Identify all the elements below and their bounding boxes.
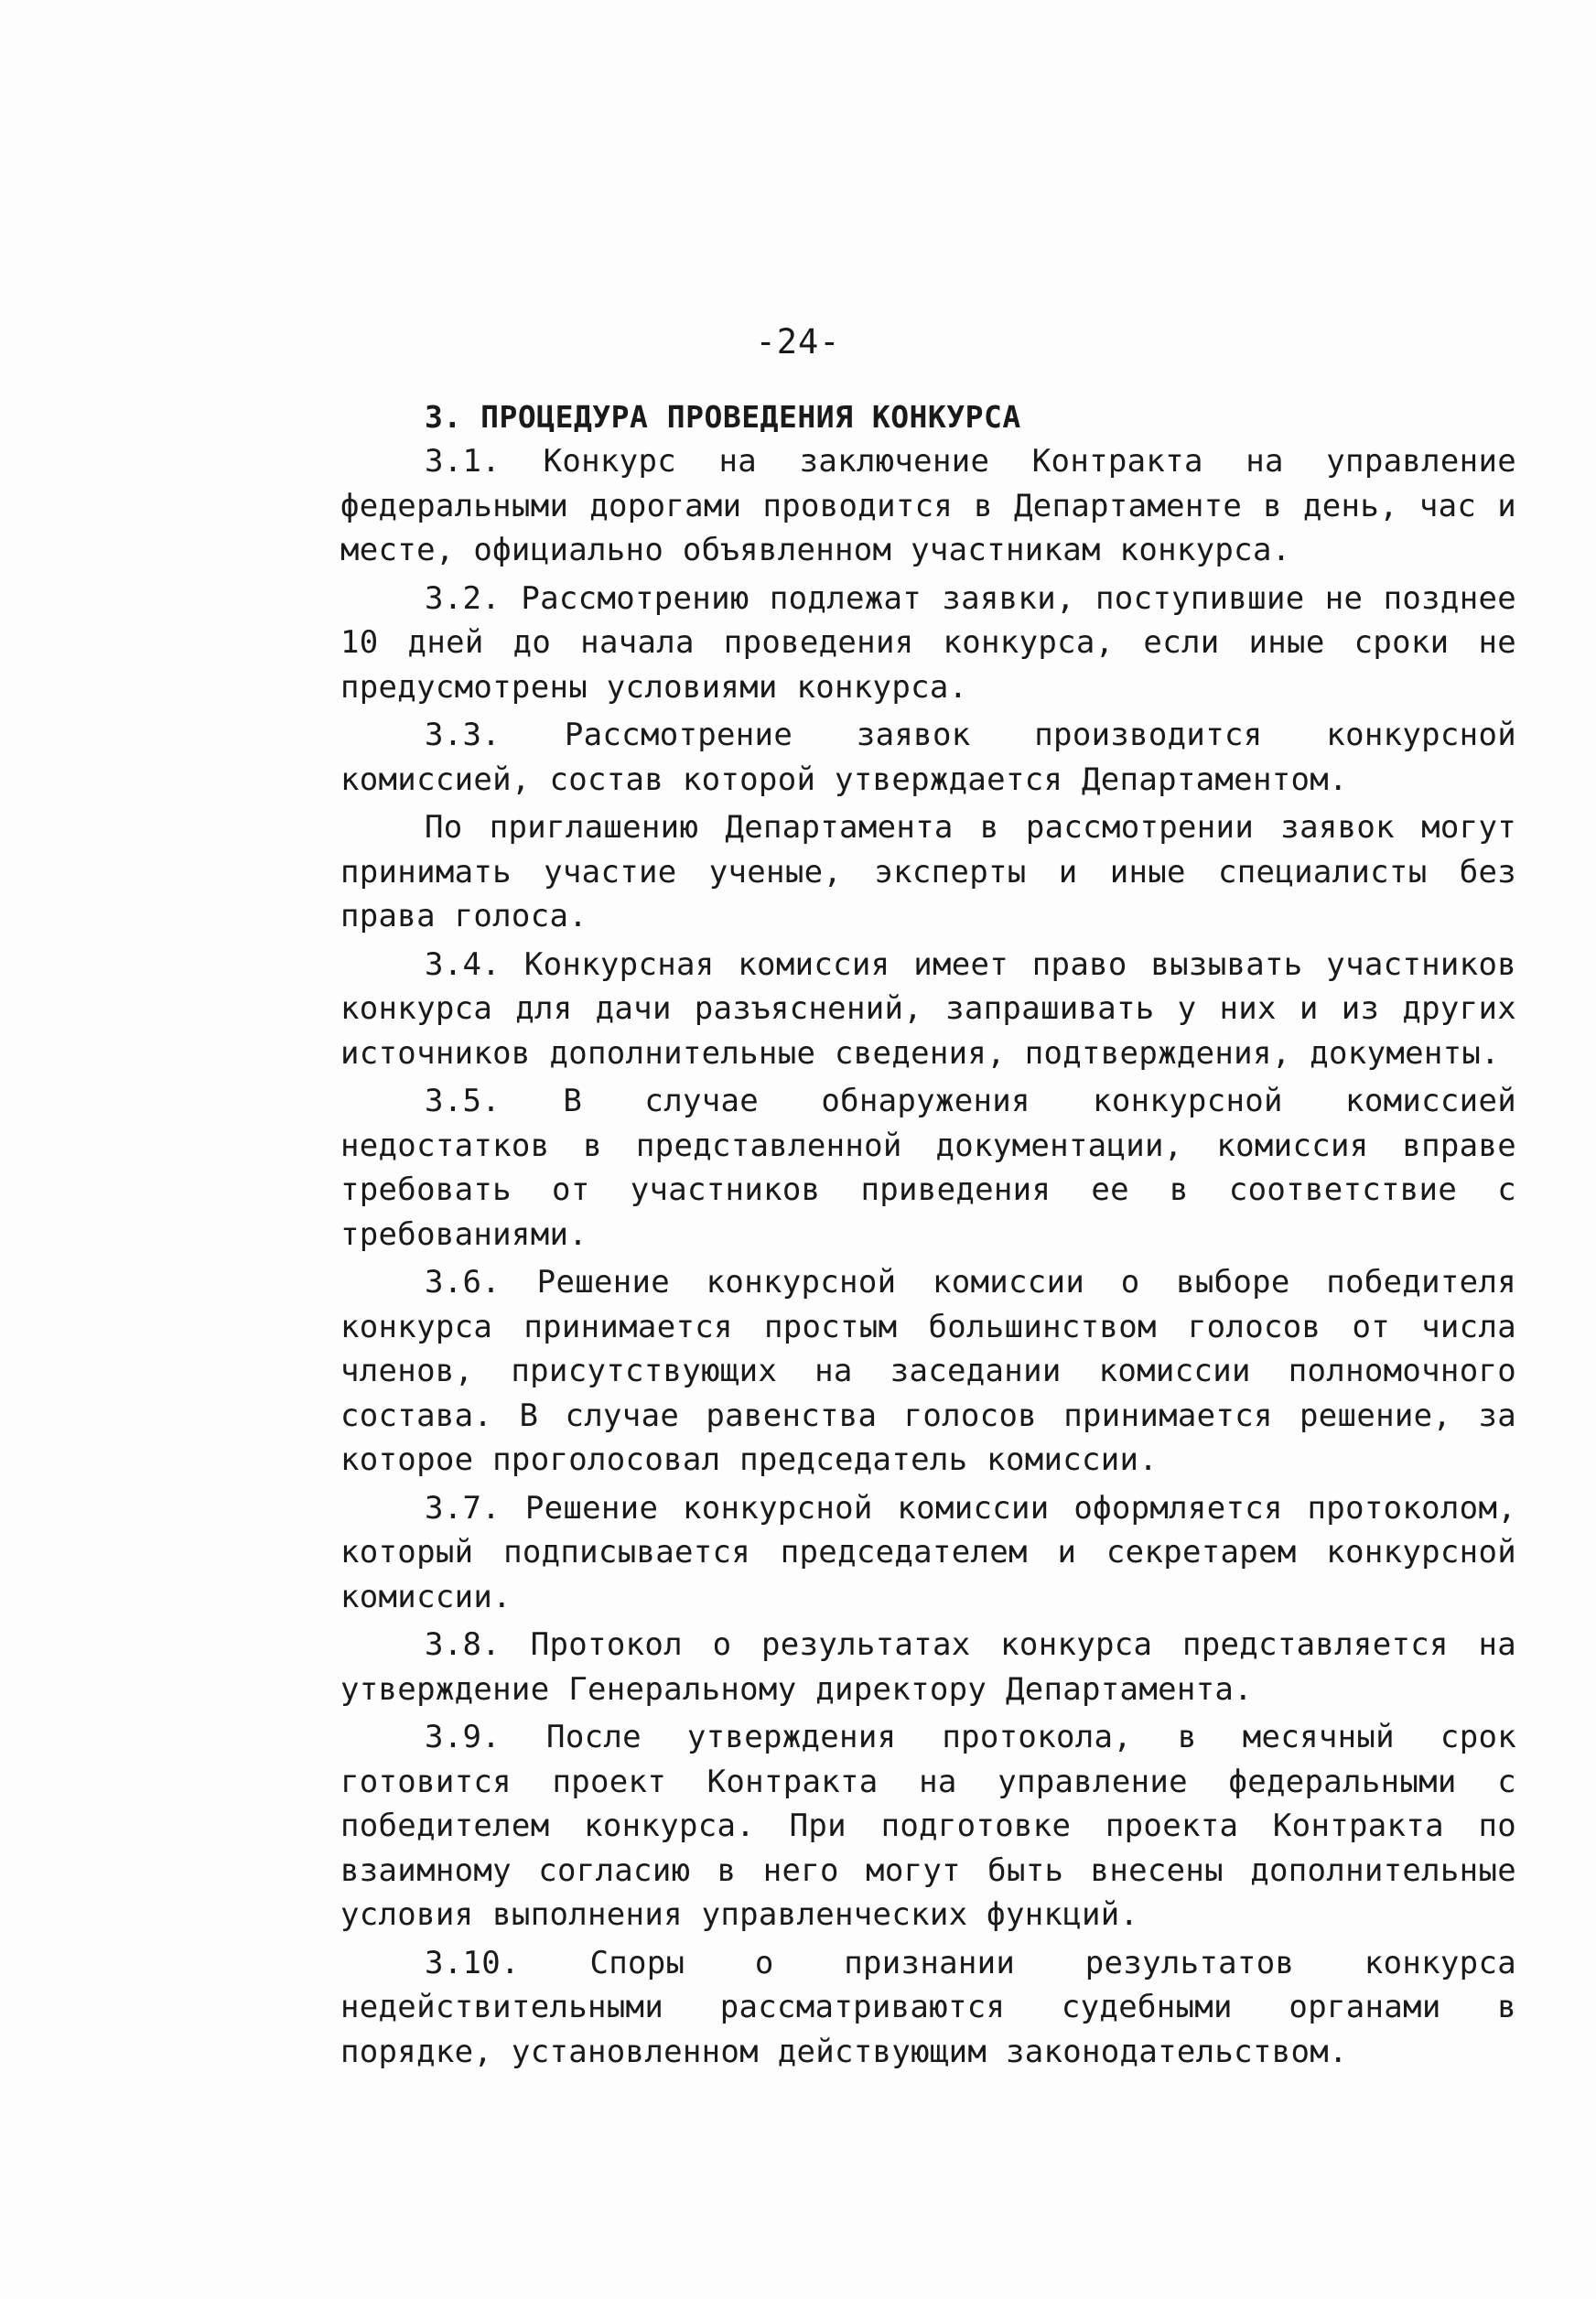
section-heading: 3. ПРОЦЕДУРА ПРОВЕДЕНИЯ КОНКУРСА: [425, 399, 1021, 435]
paragraph-invitation: По приглашению Департамента в рассмотрении заявок могут принимать участие ученые, эксперты и иные специалисты без права голоса.: [340, 809, 1516, 934]
paragraph-3-6: 3.6. Решение конкурсной комиссии о выборе победителя конкурса принимается простым большинством голосов от числа членов, присутствующих на заседании комиссии полномочного состава. В случае равенства голосов принимается решение, за которое проголосовал председатель комиссии.: [340, 1264, 1516, 1478]
paragraph-3-1: 3.1. Конкурс на заключение Контракта на управление федеральными дорогами проводится в Департаменте в день, час и месте, официально объявленном участникам конкурса.: [340, 443, 1516, 568]
paragraph-3-4: 3.4. Конкурсная комиссия имеет право вызывать участников конкурса для дачи разъяснений, запрашивать у них и из других источников дополнительные сведения, подтверждения, документы.: [340, 945, 1516, 1072]
paragraph-3-8: 3.8. Протокол о результатах конкурса представляется на утверждение Генеральному директору Департамента.: [340, 1626, 1516, 1708]
section-body: [340, 395, 1516, 2074]
page-number: -24-: [755, 322, 841, 362]
paragraph-3-3: 3.3. Рассмотрение заявок производится конкурсной комиссией, состав которой утверждается Департаментом.: [340, 717, 1516, 798]
paragraph-3-5: 3.5. В случае обнаружения конкурсной комиссией недостатков в представленной документации, комиссия вправе требовать от участников приведения ее в соответствие с требованиями.: [340, 1083, 1516, 1253]
paragraph-3-10: 3.10. Споры о признании результатов конкурса недействительными рассматриваются судебными органами в порядке, установленном действующим законодательством.: [340, 1944, 1516, 2070]
paragraph-3-9: 3.9. После утверждения протокола, в месячный срок готовится проект Контракта на управление федеральными с победителем конкурса. При подготовке проекта Контракта по взаимному согласию в него могут быть внесены дополнительные условия выполнения управленческих функций.: [340, 1719, 1516, 1933]
paragraph-3-2: 3.2. Рассмотрению подлежат заявки, поступившие не позднее 10 дней до начала проведения конкурса, если иные сроки не предусмотрены условиями конкурса.: [340, 579, 1516, 706]
paragraph-3-7: 3.7. Решение конкурсной комиссии оформляется протоколом, который подписывается председателем и секретарем конкурсной комиссии.: [340, 1489, 1516, 1615]
